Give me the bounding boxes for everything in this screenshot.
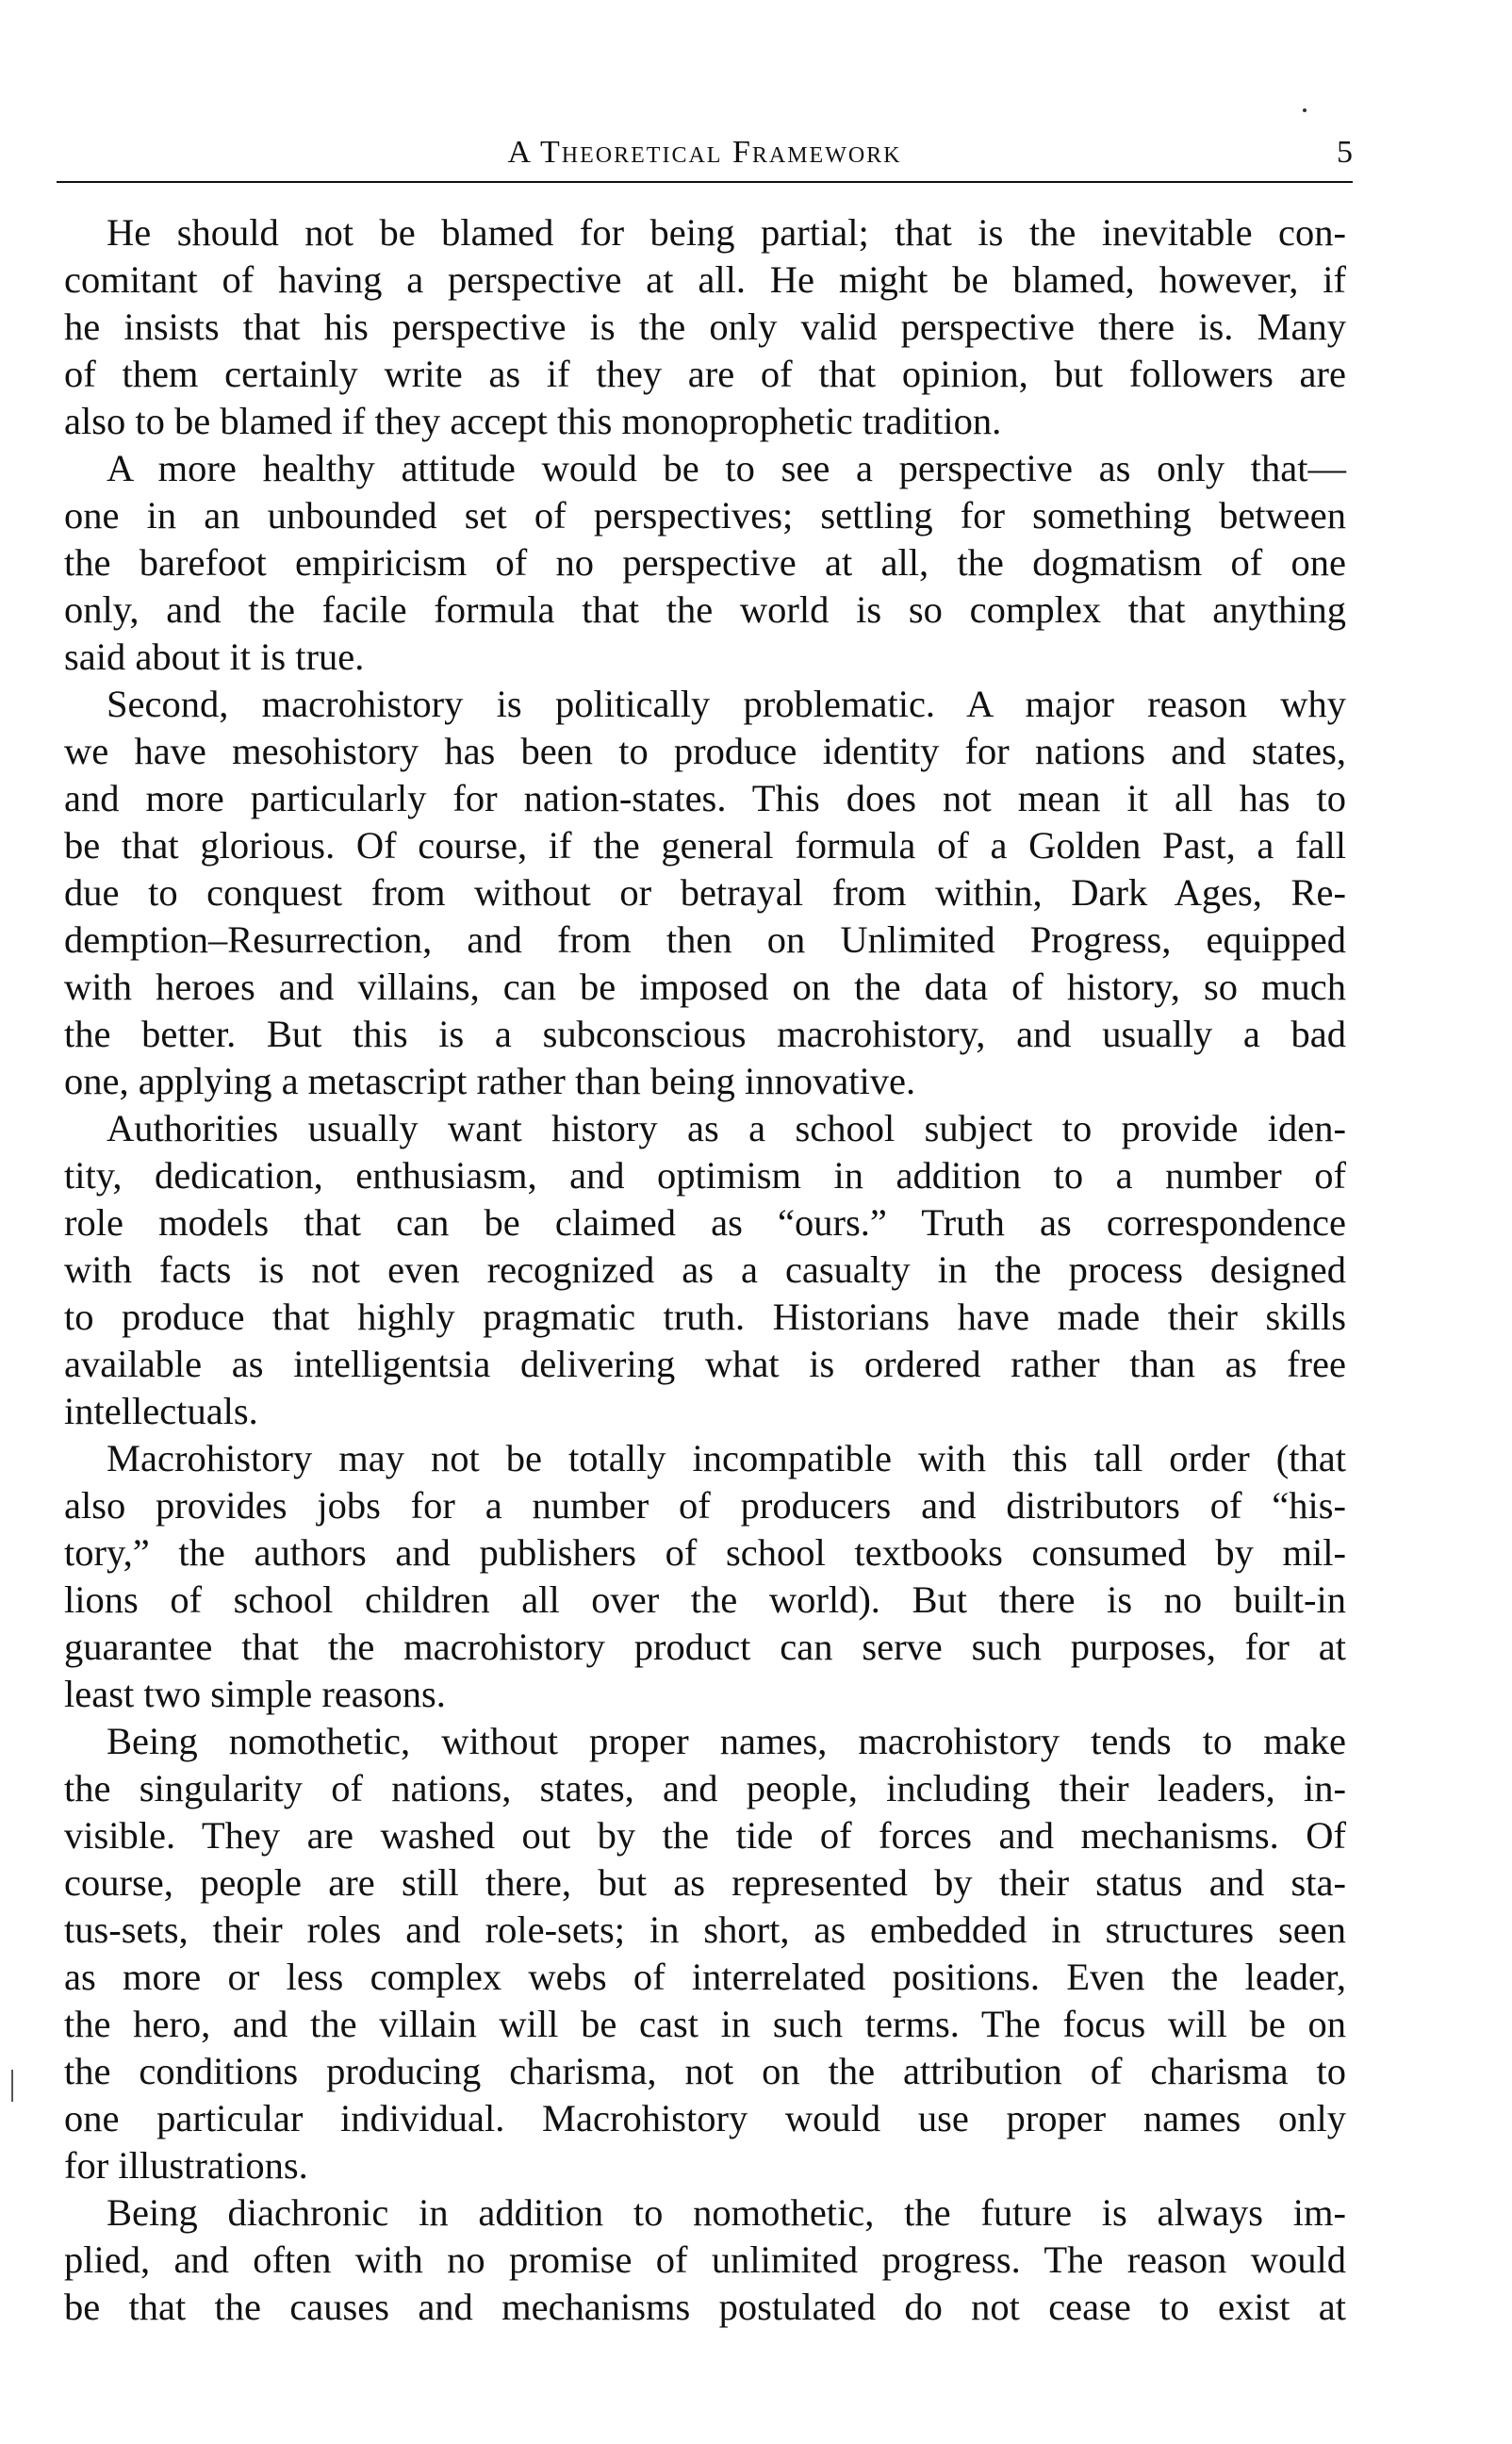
text-line: be that glorious. Of course, if the general formula of a Golden Past, a fall	[64, 824, 1346, 867]
margin-mark	[11, 2070, 13, 2102]
text-line: the singularity of nations, states, and people, including their leaders, in-	[64, 1767, 1346, 1809]
text-line: Second, macrohistory is politically problematic. A major reason why	[107, 683, 1346, 725]
text-line: we have mesohistory has been to produce identity for nations and states,	[64, 730, 1346, 772]
text-line: A more healthy attitude would be to see a perspective as only that—	[107, 447, 1346, 489]
text-line: also to be blamed if they accept this monoprophetic tradition.	[64, 400, 1002, 442]
text-line: as more or less complex webs of interrelated positions. Even the leader,	[64, 1956, 1346, 1998]
text-line: role models that can be claimed as “ours.” Truth as correspondence	[64, 1201, 1346, 1244]
text-line: the hero, and the villain will be cast in such terms. The focus will be on	[64, 2003, 1346, 2045]
text-line: to produce that highly pragmatic truth. Historians have made their skills	[64, 1296, 1346, 1338]
text-line: for illustrations.	[64, 2144, 308, 2187]
text-line: the better. But this is a subconscious macrohistory, and usually a bad	[64, 1013, 1346, 1055]
header-rule	[57, 181, 1353, 183]
text-line: intellectuals.	[64, 1390, 258, 1432]
text-line: also provides jobs for a number of producers and distributors of “his-	[64, 1484, 1346, 1527]
text-line: one in an unbounded set of perspectives; settling for something between	[64, 494, 1346, 537]
text-line: and more particularly for nation-states. This does not mean it all has to	[64, 777, 1346, 819]
text-line: the conditions producing charisma, not on the attribution of charisma to	[64, 2050, 1346, 2092]
body-text	[64, 209, 1346, 2331]
text-line: Being nomothetic, without proper names, macrohistory tends to make	[107, 1720, 1346, 1762]
text-line: course, people are still there, but as represented by their status and sta-	[64, 1861, 1346, 1904]
text-line: with heroes and villains, can be imposed on the data of history, so much	[64, 966, 1346, 1008]
text-line: one, applying a metascript rather than being innovative.	[64, 1060, 916, 1102]
text-line: tus-sets, their roles and role-sets; in short, as embedded in structures seen	[64, 1908, 1346, 1951]
text-line: plied, and often with no promise of unlimited progress. The reason would	[64, 2238, 1346, 2281]
text-line: with facts is not even recognized as a casualty in the process designed	[64, 1248, 1346, 1291]
text-line: one particular individual. Macrohistory would use proper names only	[64, 2097, 1346, 2139]
text-line: visible. They are washed out by the tide of forces and mechanisms. Of	[64, 1814, 1346, 1857]
text-line: the barefoot empiricism of no perspective at all, the dogmatism of one	[64, 541, 1346, 584]
running-title: A Theoretical Framework	[507, 135, 902, 170]
text-line: only, and the facile formula that the world is so complex that anything	[64, 588, 1346, 631]
text-line: tity, dedication, enthusiasm, and optimism in addition to a number of	[64, 1154, 1346, 1197]
stray-ink-mark	[1303, 108, 1307, 112]
running-head	[57, 134, 1353, 181]
text-line: comitant of having a perspective at all. He might be blamed, however, if	[64, 258, 1346, 301]
text-line: due to conquest from without or betrayal from within, Dark Ages, Re-	[64, 871, 1346, 914]
text-line: he insists that his perspective is the only valid perspective there is. Many	[64, 306, 1346, 348]
text-line: He should not be blamed for being partial; that is the inevitable con-	[107, 211, 1346, 254]
text-line: of them certainly write as if they are of that opinion, but followers are	[64, 353, 1346, 395]
text-line: available as intelligentsia delivering what is ordered rather than as free	[64, 1343, 1346, 1385]
text-line: tory,” the authors and publishers of school textbooks consumed by mil-	[64, 1531, 1346, 1574]
text-line: Macrohistory may not be totally incompatible with this tall order (that	[107, 1437, 1346, 1479]
text-line: least two simple reasons.	[64, 1673, 446, 1715]
text-line: be that the causes and mechanisms postulated do not cease to exist at	[64, 2286, 1346, 2328]
text-line: Authorities usually want history as a school subject to provide iden-	[107, 1107, 1346, 1149]
text-line: Being diachronic in addition to nomothetic, the future is always im-	[107, 2191, 1346, 2234]
text-line: said about it is true.	[64, 636, 365, 678]
text-line: guarantee that the macrohistory product can serve such purposes, for at	[64, 1626, 1346, 1668]
page-number: 5	[1337, 135, 1353, 170]
text-line: lions of school children all over the world). But there is no built-in	[64, 1578, 1346, 1621]
text-line: demption–Resurrection, and from then on Unlimited Progress, equipped	[64, 918, 1346, 961]
